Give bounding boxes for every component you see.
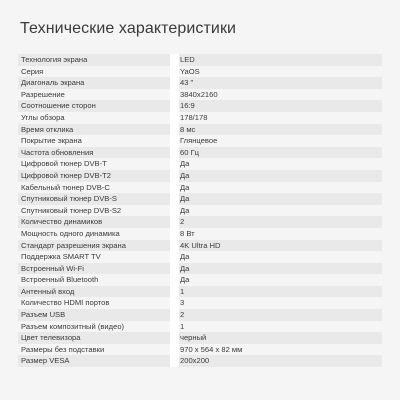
column-divider bbox=[170, 54, 179, 66]
spec-label: Серия bbox=[21, 66, 44, 76]
column-divider bbox=[170, 251, 179, 263]
spec-row bbox=[18, 182, 382, 194]
spec-value: 2 bbox=[180, 310, 185, 320]
spec-label: Разъем композитный (видео) bbox=[21, 321, 125, 331]
spec-row bbox=[18, 274, 382, 286]
spec-label: Цифровой тюнер DVB-T bbox=[21, 159, 107, 169]
spec-value: 2 bbox=[180, 217, 185, 227]
column-divider bbox=[170, 321, 179, 333]
spec-row bbox=[18, 263, 382, 275]
spec-label: Стандарт разрешения экрана bbox=[21, 240, 126, 250]
spec-label: Разъем USB bbox=[21, 310, 66, 320]
column-divider bbox=[170, 112, 179, 124]
spec-label: Соотношение сторон bbox=[21, 101, 96, 111]
column-divider bbox=[170, 77, 179, 89]
column-divider bbox=[170, 100, 179, 112]
spec-value: 3840x2160 bbox=[180, 89, 218, 99]
column-divider bbox=[170, 89, 179, 101]
spec-row bbox=[18, 124, 382, 136]
spec-value: 1 bbox=[180, 286, 185, 296]
spec-value: 3 bbox=[180, 298, 185, 308]
spec-value: Да bbox=[180, 170, 190, 180]
column-divider bbox=[170, 170, 179, 182]
spec-row bbox=[18, 216, 382, 228]
column-divider bbox=[170, 66, 179, 78]
spec-row bbox=[18, 344, 382, 356]
spec-row bbox=[18, 100, 382, 112]
spec-value: Да bbox=[180, 252, 190, 262]
spec-value: Да bbox=[180, 275, 190, 285]
column-divider bbox=[170, 216, 179, 228]
spec-value: Да bbox=[180, 205, 190, 215]
spec-label: Цвет телевизора bbox=[21, 333, 81, 343]
spec-label: Технология экрана bbox=[21, 55, 88, 64]
spec-label: Встроенный Wi-Fi bbox=[21, 263, 84, 273]
column-divider bbox=[170, 274, 179, 286]
column-divider bbox=[170, 286, 179, 298]
spec-value: 8 мс bbox=[180, 124, 196, 134]
spec-value: LED bbox=[180, 55, 195, 64]
spec-label: Разрешение bbox=[21, 89, 65, 99]
spec-row bbox=[18, 89, 382, 101]
spec-value: 200x200 bbox=[180, 356, 210, 366]
spec-row bbox=[18, 66, 382, 78]
spec-label: Покрытие экрана bbox=[21, 136, 82, 146]
spec-row bbox=[18, 309, 382, 321]
spec-value: Да bbox=[180, 194, 190, 204]
spec-row bbox=[18, 240, 382, 252]
spec-row bbox=[18, 158, 382, 170]
spec-row bbox=[18, 193, 382, 205]
column-divider bbox=[170, 332, 179, 344]
column-divider bbox=[170, 147, 179, 159]
spec-value: 970 x 564 x 82 мм bbox=[180, 344, 243, 354]
spec-value: 1 bbox=[180, 321, 185, 331]
spec-value: черный bbox=[180, 333, 207, 343]
spec-row bbox=[18, 170, 382, 182]
spec-row bbox=[18, 112, 382, 124]
column-divider bbox=[170, 205, 179, 217]
spec-value: 16:9 bbox=[180, 101, 195, 111]
spec-row bbox=[18, 286, 382, 298]
spec-row bbox=[18, 297, 382, 309]
column-divider bbox=[170, 193, 179, 205]
spec-row bbox=[18, 332, 382, 344]
column-divider bbox=[170, 182, 179, 194]
spec-label: Размеры без подставки bbox=[21, 344, 105, 354]
spec-value: Глянцевое bbox=[180, 136, 218, 146]
spec-row bbox=[18, 205, 382, 217]
spec-value: YaOS bbox=[180, 66, 200, 76]
spec-label: Количество HDMI портов bbox=[21, 298, 110, 308]
spec-row bbox=[18, 251, 382, 263]
spec-label: Поддержка SMART TV bbox=[21, 252, 101, 262]
spec-row bbox=[18, 135, 382, 147]
column-divider bbox=[170, 124, 179, 136]
spec-value: 43 " bbox=[180, 78, 194, 88]
column-divider bbox=[170, 297, 179, 309]
spec-row bbox=[18, 228, 382, 240]
spec-label: Мощность одного динамика bbox=[21, 228, 120, 238]
spec-value: 178/178 bbox=[180, 112, 208, 122]
spec-value: 60 Гц bbox=[180, 147, 200, 157]
spec-value: Да bbox=[180, 263, 190, 273]
spec-label: Антенный вход bbox=[21, 286, 75, 296]
spec-label: Количество динамиков bbox=[21, 217, 103, 227]
column-divider bbox=[170, 158, 179, 170]
spec-value: 4K Ultra HD bbox=[180, 240, 221, 250]
spec-label: Частота обновления bbox=[21, 147, 94, 157]
spec-row bbox=[18, 54, 382, 66]
spec-label: Кабельный тюнер DVB-C bbox=[21, 182, 110, 192]
column-divider bbox=[170, 355, 179, 367]
column-divider bbox=[170, 344, 179, 356]
column-divider bbox=[170, 240, 179, 252]
spec-label: Время отклика bbox=[21, 124, 74, 134]
spec-label: Диагональ экрана bbox=[21, 78, 85, 88]
spec-label: Цифровой тюнер DVB-T2 bbox=[21, 170, 112, 180]
column-divider bbox=[170, 263, 179, 275]
spec-value: 8 Вт bbox=[180, 228, 195, 238]
spec-row bbox=[18, 321, 382, 333]
spec-label: Размер VESA bbox=[21, 356, 70, 366]
column-divider bbox=[170, 309, 179, 321]
page-title: Технические характеристики bbox=[20, 20, 237, 37]
spec-label: Встроенный Bluetooth bbox=[21, 275, 99, 285]
spec-label: Углы обзора bbox=[21, 112, 65, 122]
spec-value: Да bbox=[180, 182, 190, 192]
spec-label: Спутниковый тюнер DVB-S bbox=[21, 194, 117, 204]
specs-table bbox=[18, 54, 382, 367]
column-divider bbox=[170, 228, 179, 240]
spec-label: Спутниковый тюнер DVB-S2 bbox=[21, 205, 122, 215]
spec-row bbox=[18, 355, 382, 367]
spec-row bbox=[18, 77, 382, 89]
spec-value: Да bbox=[180, 159, 190, 169]
spec-row bbox=[18, 147, 382, 159]
column-divider bbox=[170, 135, 179, 147]
